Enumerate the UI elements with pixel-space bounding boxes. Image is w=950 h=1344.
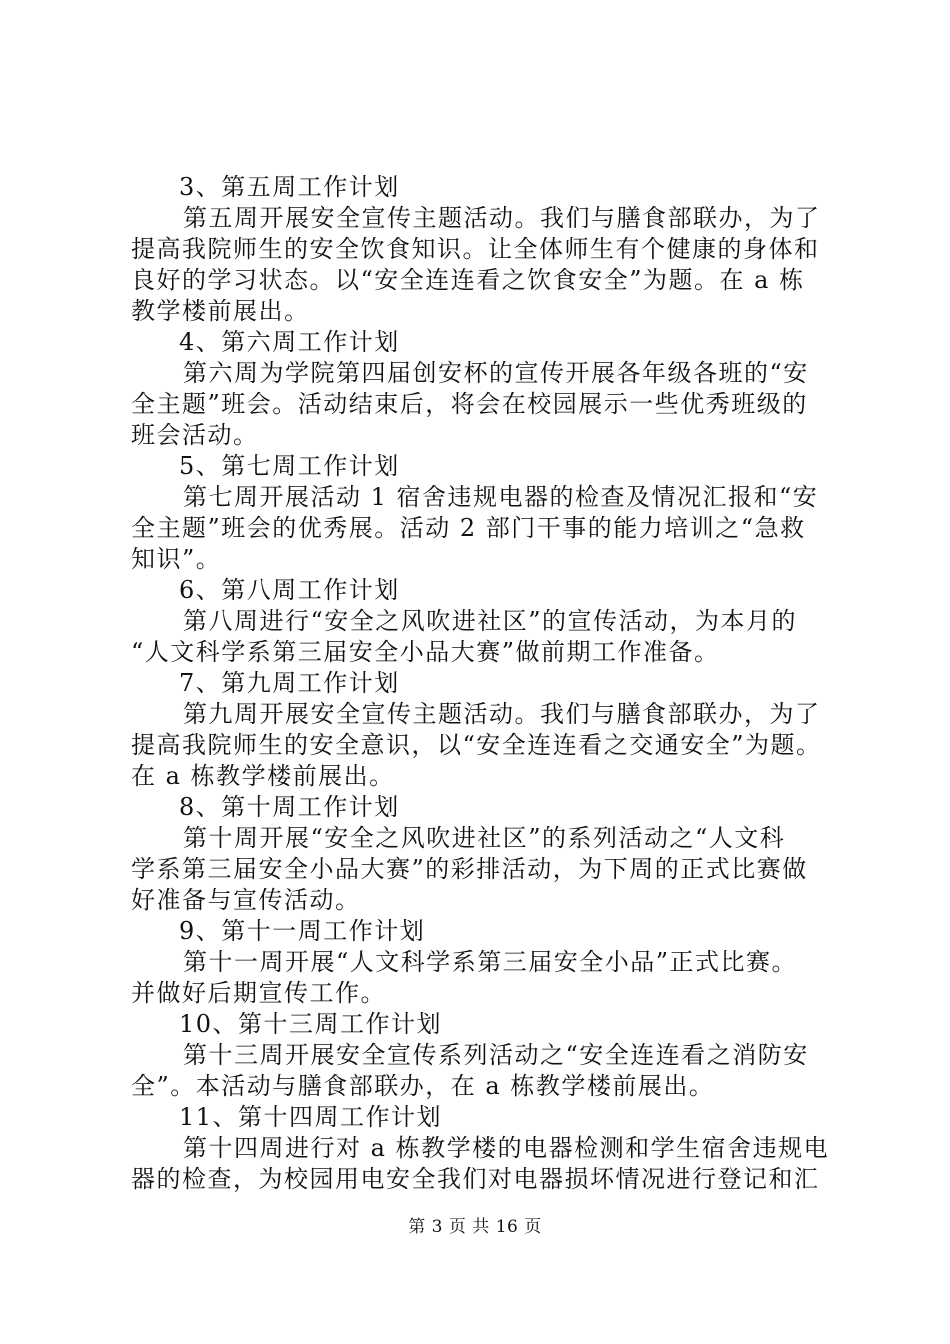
section-heading: 3、第五周工作计划: [179, 173, 400, 201]
page-footer: 第 3 页 共 16 页: [408, 1217, 542, 1237]
paragraph-line: 班会活动。: [131, 421, 259, 449]
paragraph-line: 全”。本活动与膳食部联办，在 a 栋教学楼前展出。: [131, 1072, 715, 1100]
section-heading: 11、第十四周工作计划: [179, 1103, 443, 1131]
paragraph-line: 第十周开展“安全之风吹进社区”的系列活动之“人文科: [183, 824, 786, 852]
section-heading: 7、第九周工作计划: [179, 669, 400, 697]
paragraph-line: 知识”。: [131, 545, 222, 573]
paragraph-line: 提高我院师生的安全饮食知识。让全体师生有个健康的身体和: [131, 235, 820, 263]
paragraph-line: 全主题”班会的优秀展。活动 2 部门干事的能力培训之“急救: [131, 514, 806, 542]
paragraph-line: 第十三周开展安全宣传系列活动之“安全连连看之消防安: [183, 1041, 809, 1069]
section-heading: 5、第七周工作计划: [179, 452, 400, 480]
paragraph-line: 第五周开展安全宣传主题活动。我们与膳食部联办，为了: [183, 204, 821, 232]
paragraph-line: 在 a 栋教学楼前展出。: [131, 762, 395, 790]
paragraph-line: 第六周为学院第四届创安杯的宣传开展各年级各班的“安: [183, 359, 809, 387]
paragraph-line: 第十四周进行对 a 栋教学楼的电器检测和学生宿舍违规电: [183, 1134, 830, 1162]
paragraph-line: 并做好后期宣传工作。: [131, 979, 386, 1007]
paragraph-line: 第八周进行“安全之风吹进社区”的宣传活动，为本月的: [183, 607, 798, 635]
document-body: [131, 172, 837, 1195]
paragraph-line: 提高我院师生的安全意识，以“安全连连看之交通安全”为题。: [131, 731, 822, 759]
paragraph-line: 器的检查，为校园用电安全我们对电器损坏情况进行登记和汇: [131, 1165, 820, 1193]
section-heading: 9、第十一周工作计划: [179, 917, 426, 945]
paragraph-line: 良好的学习状态。以“安全连连看之饮食安全”为题。在 a 栋: [131, 266, 805, 294]
section-heading: 10、第十三周工作计划: [179, 1010, 443, 1038]
paragraph-line: 学系第三届安全小品大赛”的彩排活动，为下周的正式比赛做: [131, 855, 808, 883]
paragraph-line: 全主题”班会。活动结束后，将会在校园展示一些优秀班级的: [131, 390, 808, 418]
paragraph-line: “人文科学系第三届安全小品大赛”做前期工作准备。: [131, 638, 720, 666]
section-heading: 4、第六周工作计划: [179, 328, 400, 356]
paragraph-line: 好准备与宣传活动。: [131, 886, 361, 914]
paragraph-line: 教学楼前展出。: [131, 297, 310, 325]
section-heading: 8、第十周工作计划: [179, 793, 400, 821]
section-heading: 6、第八周工作计划: [179, 576, 400, 604]
paragraph-line: 第九周开展安全宣传主题活动。我们与膳食部联办，为了: [183, 700, 821, 728]
paragraph-line: 第七周开展活动 1 宿舍违规电器的检查及情况汇报和“安: [183, 483, 819, 511]
paragraph-line: 第十一周开展“人文科学系第三届安全小品”正式比赛。: [183, 948, 798, 976]
